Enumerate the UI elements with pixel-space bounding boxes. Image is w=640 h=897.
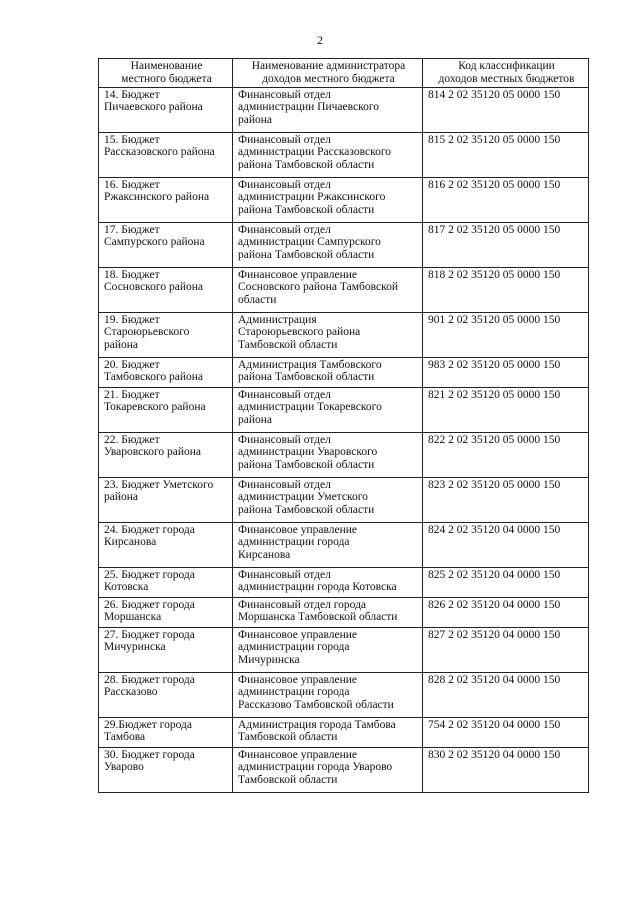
classification-code-cell: 828 2 02 35120 04 0000 150: [423, 673, 589, 718]
administrator-cell: Финансовое управление администрации города Кирсанова: [233, 523, 423, 568]
classification-code-cell: 826 2 02 35120 04 0000 150: [423, 598, 589, 628]
page-number: 2: [317, 33, 323, 47]
table-row: [99, 358, 589, 388]
table-row: [99, 313, 589, 358]
budget-name-cell: 18. Бюджет Сосновского района: [99, 268, 233, 313]
administrator-cell: Финансовый отдел администрации города Котовска: [233, 568, 423, 598]
budget-name-cell: 23. Бюджет Уметского района: [99, 478, 233, 523]
budget-name-cell: 19. Бюджет Староюрьевского района: [99, 313, 233, 358]
classification-code-cell: 821 2 02 35120 05 0000 150: [423, 388, 589, 433]
administrator-cell: Финансовый отдел администрации Уваровского района Тамбовской области: [233, 433, 423, 478]
budget-name-cell: 21. Бюджет Токаревского района: [99, 388, 233, 433]
table-row: [99, 478, 589, 523]
administrator-cell: Финансовый отдел администрации Токаревского района: [233, 388, 423, 433]
budget-name-cell: 17. Бюджет Сампурского района: [99, 223, 233, 268]
table-row: [99, 268, 589, 313]
table-row: [99, 673, 589, 718]
table-row: [99, 523, 589, 568]
budget-name-cell: 14. Бюджет Пичаевского района: [99, 88, 233, 133]
budget-name-cell: 25. Бюджет города Котовска: [99, 568, 233, 598]
administrator-cell: Финансовый отдел города Моршанска Тамбовской области: [233, 598, 423, 628]
table-header-row: [99, 59, 589, 88]
administrator-cell: Администрация Староюрьевского района Тамбовской области: [233, 313, 423, 358]
budget-name-cell: 26. Бюджет города Моршанска: [99, 598, 233, 628]
table-row: [99, 598, 589, 628]
classification-code-cell: 823 2 02 35120 05 0000 150: [423, 478, 589, 523]
classification-code-cell: 815 2 02 35120 05 0000 150: [423, 133, 589, 178]
classification-code-cell: 827 2 02 35120 04 0000 150: [423, 628, 589, 673]
classification-code-cell: 830 2 02 35120 04 0000 150: [423, 748, 589, 793]
administrator-cell: Финансовый отдел администрации Рассказовского района Тамбовской области: [233, 133, 423, 178]
administrator-cell: Администрация Тамбовского района Тамбовской области: [233, 358, 423, 388]
classification-code-cell: 822 2 02 35120 05 0000 150: [423, 433, 589, 478]
classification-code-cell: 817 2 02 35120 05 0000 150: [423, 223, 589, 268]
classification-code-cell: 824 2 02 35120 04 0000 150: [423, 523, 589, 568]
header-administrator-name: Наименование администратора доходов местного бюджета: [233, 59, 423, 88]
table-row: [99, 88, 589, 133]
classification-code-cell: 818 2 02 35120 05 0000 150: [423, 268, 589, 313]
administrator-cell: Финансовое управление администрации города Мичуринска: [233, 628, 423, 673]
budget-name-cell: 22. Бюджет Уваровского района: [99, 433, 233, 478]
budget-name-cell: 15. Бюджет Рассказовского района: [99, 133, 233, 178]
administrator-cell: Администрация города Тамбова Тамбовской области: [233, 718, 423, 748]
table-row: [99, 178, 589, 223]
table-row: [99, 133, 589, 178]
administrator-cell: Финансовый отдел администрации Сампурского района Тамбовской области: [233, 223, 423, 268]
header-classification-code: Код классификации доходов местных бюджетов: [423, 59, 589, 88]
classification-code-cell: 983 2 02 35120 05 0000 150: [423, 358, 589, 388]
classification-code-cell: 814 2 02 35120 05 0000 150: [423, 88, 589, 133]
budget-name-cell: 29.Бюджет города Тамбова: [99, 718, 233, 748]
table-row: [99, 748, 589, 793]
budget-name-cell: 30. Бюджет города Уварово: [99, 748, 233, 793]
classification-code-cell: 754 2 02 35120 04 0000 150: [423, 718, 589, 748]
budget-name-cell: 16. Бюджет Ржаксинского района: [99, 178, 233, 223]
administrator-cell: Финансовое управление администрации города Уварово Тамбовской области: [233, 748, 423, 793]
budget-classification-table: [98, 58, 589, 793]
administrator-cell: Финансовое управление Сосновского района Тамбовской области: [233, 268, 423, 313]
classification-code-cell: 825 2 02 35120 04 0000 150: [423, 568, 589, 598]
budget-name-cell: 27. Бюджет города Мичуринска: [99, 628, 233, 673]
budget-name-cell: 28. Бюджет города Рассказово: [99, 673, 233, 718]
table-row: [99, 718, 589, 748]
classification-code-cell: 901 2 02 35120 05 0000 150: [423, 313, 589, 358]
administrator-cell: Финансовое управление администрации города Рассказово Тамбовской области: [233, 673, 423, 718]
table-row: [99, 568, 589, 598]
budget-name-cell: 24. Бюджет города Кирсанова: [99, 523, 233, 568]
administrator-cell: Финансовый отдел администрации Пичаевского района: [233, 88, 423, 133]
table-row: [99, 388, 589, 433]
budget-name-cell: 20. Бюджет Тамбовского района: [99, 358, 233, 388]
table-row: [99, 223, 589, 268]
table-body: [99, 88, 589, 793]
administrator-cell: Финансовый отдел администрации Уметского района Тамбовской области: [233, 478, 423, 523]
header-budget-name: Наименование местного бюджета: [99, 59, 233, 88]
table-row: [99, 628, 589, 673]
table-row: [99, 433, 589, 478]
administrator-cell: Финансовый отдел администрации Ржаксинского района Тамбовской области: [233, 178, 423, 223]
classification-code-cell: 816 2 02 35120 05 0000 150: [423, 178, 589, 223]
